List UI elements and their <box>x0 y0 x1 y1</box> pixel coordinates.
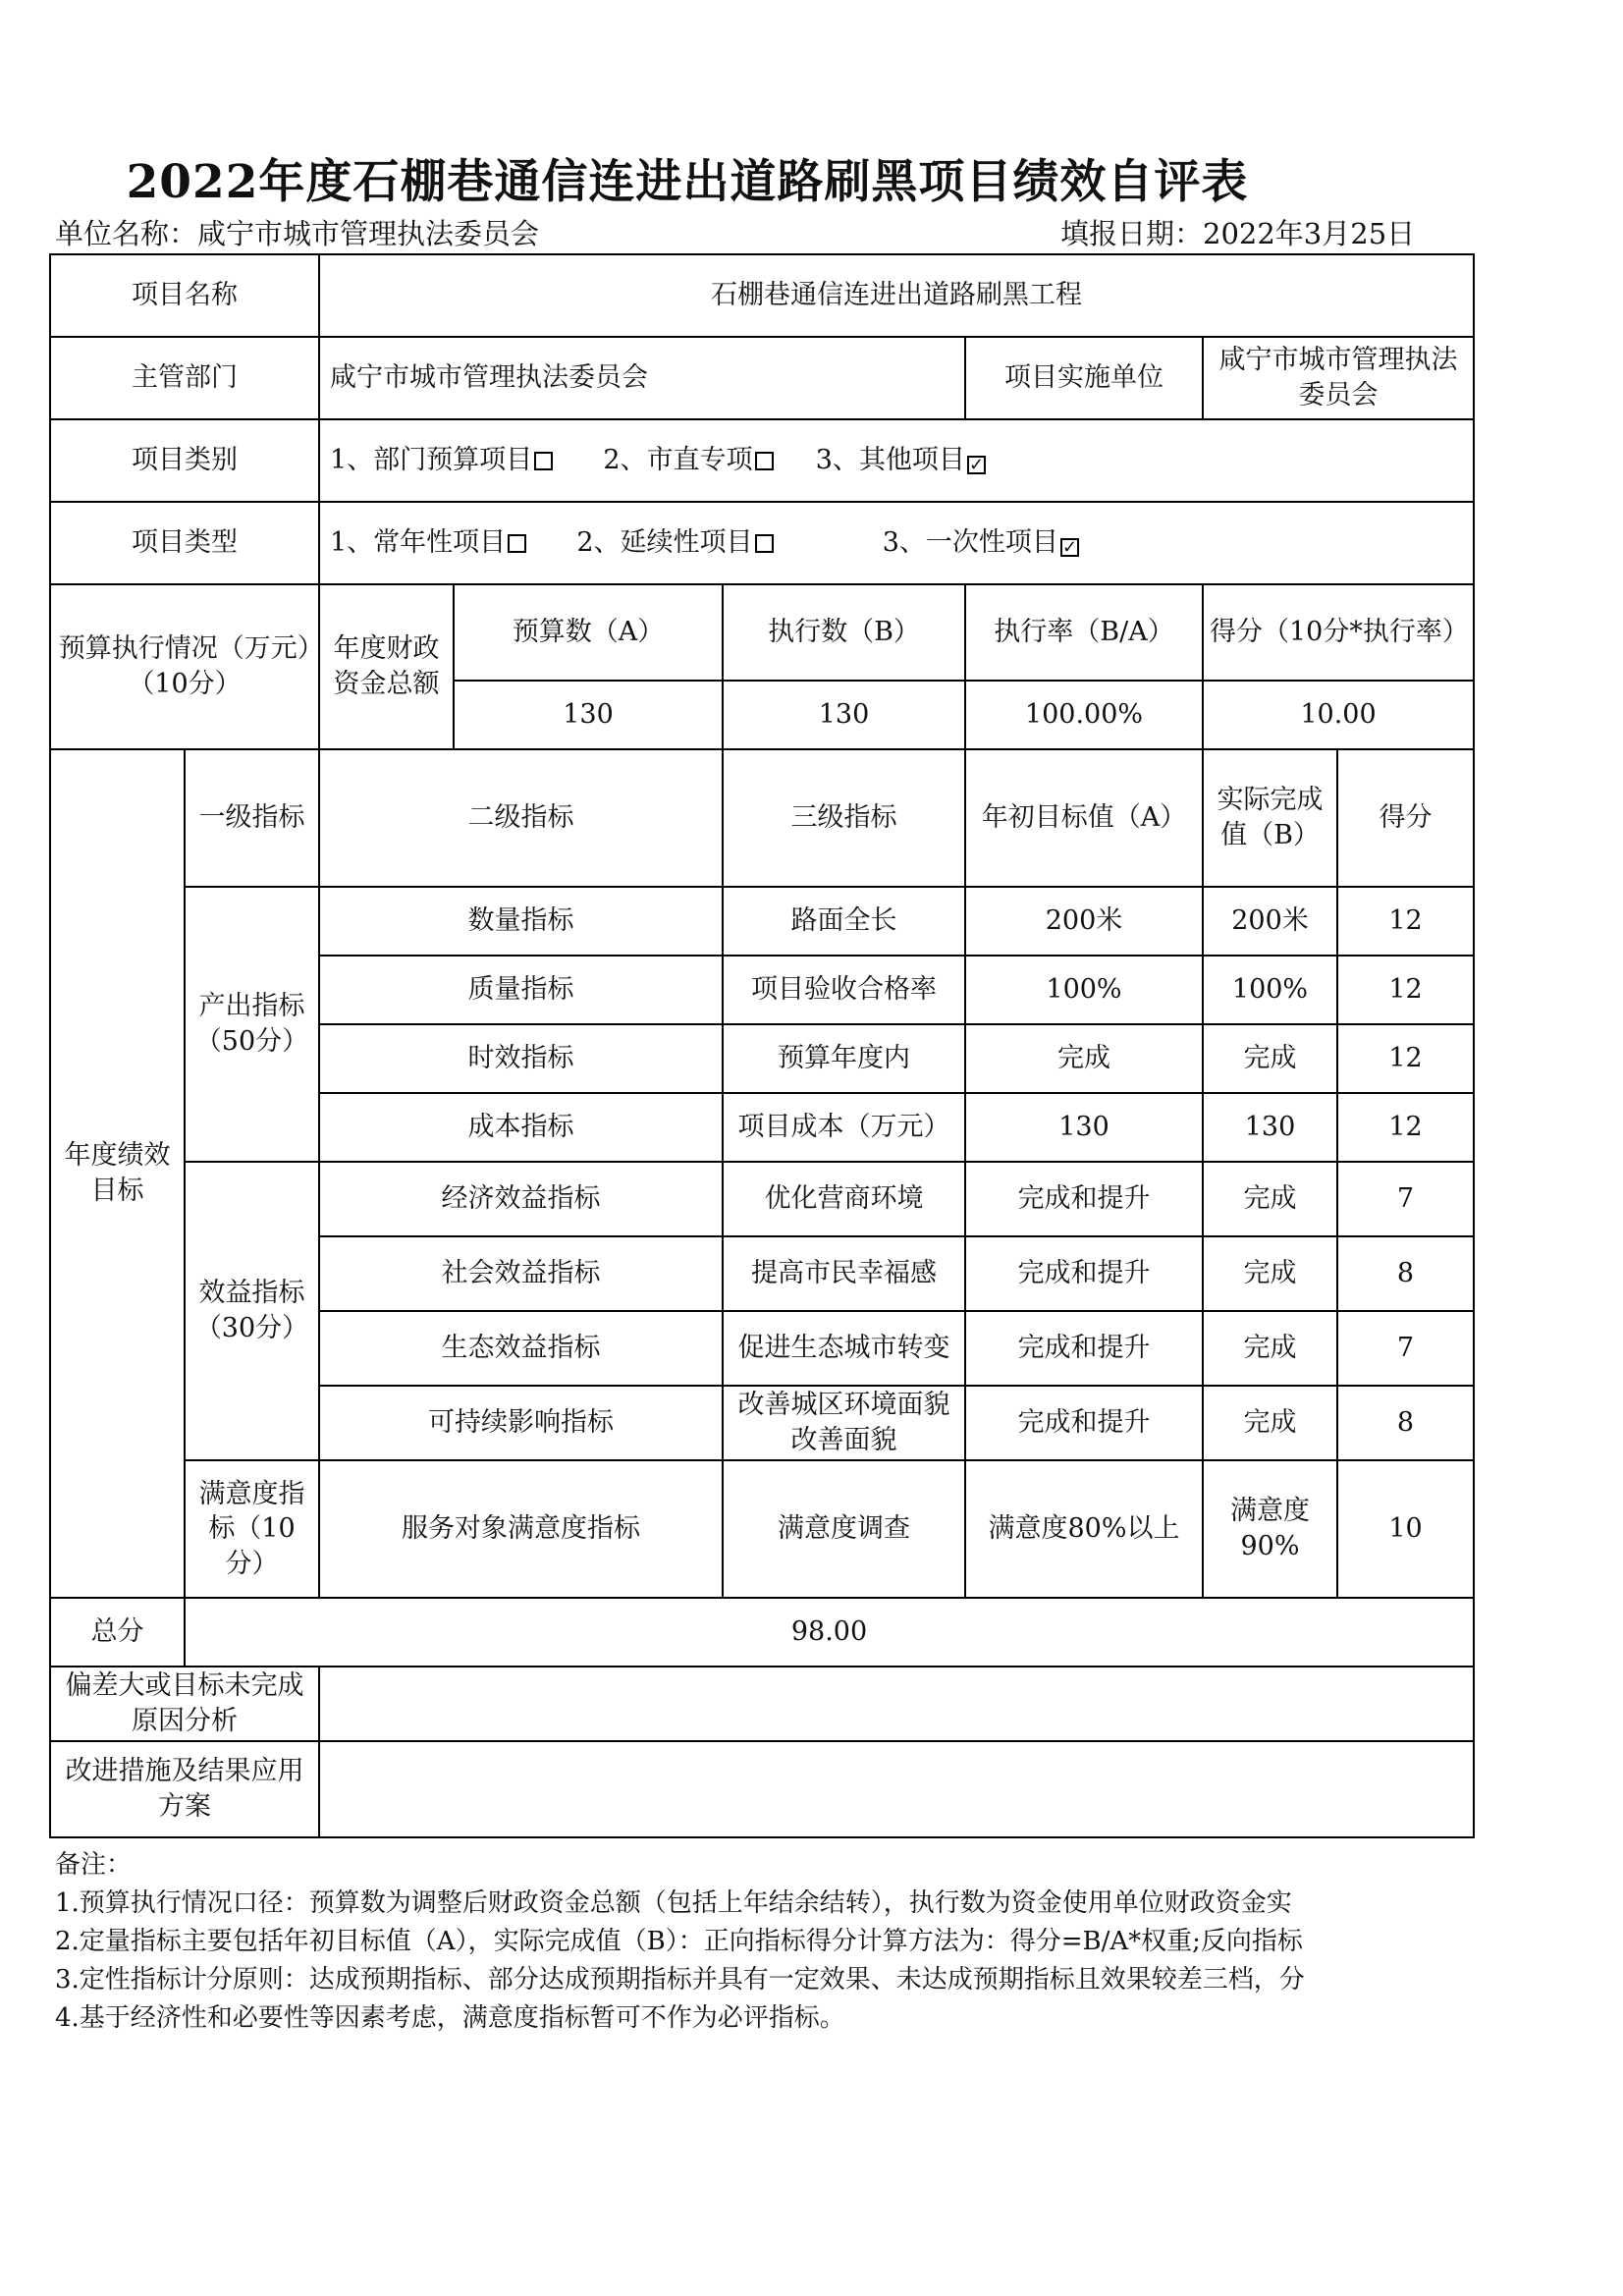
score-cell: 12 <box>1337 1024 1474 1093</box>
category-checkbox-2[interactable] <box>755 452 774 470</box>
rate-value: 100.00% <box>965 681 1203 749</box>
evaluation-table <box>49 253 1475 1838</box>
total-value: 98.00 <box>185 1598 1474 1667</box>
budget-score-value: 10.00 <box>1203 681 1474 749</box>
score-cell: 12 <box>1337 956 1474 1024</box>
level3-cell: 优化营商环境 <box>723 1162 965 1236</box>
target-cell: 完成和提升 <box>965 1311 1203 1386</box>
level2-cell: 数量指标 <box>319 887 723 956</box>
note-line: 1.预算执行情况口径：预算数为调整后财政资金总额（包括上年结余结转），执行数为资金使用单位财政资金实 <box>55 1888 1292 1918</box>
target-cell: 满意度80%以上 <box>965 1460 1203 1598</box>
actual-cell: 完成 <box>1203 1236 1337 1311</box>
level2-cell: 社会效益指标 <box>319 1236 723 1311</box>
notes <box>55 1846 1469 2038</box>
level3-header: 三级指标 <box>723 749 965 887</box>
score-cell: 8 <box>1337 1236 1474 1311</box>
category-checkbox-3[interactable]: ✓ <box>968 455 985 476</box>
improvement-value <box>319 1741 1474 1837</box>
satisfaction-indicator-label: 满意度指 标（10分） <box>185 1460 319 1598</box>
target-cell: 完成和提升 <box>965 1162 1203 1236</box>
type-option-2: 2、延续性项目 <box>576 527 777 558</box>
category-option-1: 1、部门预算项目 <box>330 445 557 475</box>
score-cell: 8 <box>1337 1386 1474 1460</box>
dept-value: 咸宁市城市管理执法委员会 <box>319 337 965 419</box>
actual-cell: 200米 <box>1203 887 1337 956</box>
score-cell: 12 <box>1337 887 1474 956</box>
actual-cell: 完成 <box>1203 1024 1337 1093</box>
target-cell: 完成和提升 <box>965 1236 1203 1311</box>
type-checkbox-2[interactable] <box>755 534 774 553</box>
target-cell: 完成 <box>965 1024 1203 1093</box>
indicator-score-header: 得分 <box>1337 749 1474 887</box>
row-project-name <box>50 254 1474 337</box>
note-line: 2.定量指标主要包括年初目标值（A），实际完成值（B）：正向指标得分计算方法为：得分=B/A*权重;反向指标 <box>55 1927 1303 1956</box>
note-line: 3.定性指标计分原则：达成预期指标、部分达成预期指标并具有一定效果、未达成预期指标且效果较差三档，分 <box>55 1965 1305 1995</box>
row-improvement <box>50 1741 1474 1837</box>
level3-cell: 改善城区环境面貌改善面貌 <box>723 1386 965 1460</box>
project-name-label: 项目名称 <box>50 254 319 337</box>
note-line: 4.基于经济性和必要性等因素考虑，满意度指标暂可不作为必评指标。 <box>55 2003 845 2033</box>
row-type <box>50 502 1474 584</box>
type-checkbox-1[interactable] <box>508 534 526 553</box>
row-category <box>50 419 1474 502</box>
type-option-1: 1、常年性项目 <box>330 527 530 558</box>
type-checkbox-3[interactable]: ✓ <box>1061 537 1078 559</box>
target-cell: 100% <box>965 956 1203 1024</box>
page-title: 2022年度石棚巷通信连进出道路刷黑项目绩效自评表 <box>126 155 1249 209</box>
row-deviation <box>50 1667 1474 1741</box>
table-row <box>50 1460 1474 1598</box>
budget-value: 130 <box>454 681 723 749</box>
level2-cell: 生态效益指标 <box>319 1311 723 1386</box>
level3-cell: 路面全长 <box>723 887 965 956</box>
target-cell: 200米 <box>965 887 1203 956</box>
score-cell: 7 <box>1337 1162 1474 1236</box>
row-total <box>50 1598 1474 1667</box>
table-row <box>50 887 1474 956</box>
actual-cell: 130 <box>1203 1093 1337 1162</box>
level2-cell: 服务对象满意度指标 <box>319 1460 723 1598</box>
actual-cell: 完成 <box>1203 1386 1337 1460</box>
level3-cell: 预算年度内 <box>723 1024 965 1093</box>
table-row <box>50 1162 1474 1236</box>
row-budget-header <box>50 584 1474 681</box>
level3-cell: 满意度调查 <box>723 1460 965 1598</box>
target-cell: 130 <box>965 1093 1203 1162</box>
category-option-2: 2、市直专项 <box>603 445 777 475</box>
row-department <box>50 337 1474 419</box>
actual-cell: 100% <box>1203 956 1337 1024</box>
target-header: 年初目标值（A） <box>965 749 1203 887</box>
row-perf-header <box>50 749 1474 887</box>
level1-header: 一级指标 <box>185 749 319 887</box>
level3-cell: 项目成本（万元） <box>723 1093 965 1162</box>
output-indicator-label: 产出指标（50分） <box>185 887 319 1162</box>
score-cell: 10 <box>1337 1460 1474 1598</box>
score-cell: 12 <box>1337 1093 1474 1162</box>
type-option-3: 3、一次性项目 ✓ <box>882 527 1078 559</box>
fund-total-label: 年度财政资金总额 <box>319 584 454 749</box>
level2-header: 二级指标 <box>319 749 723 887</box>
level2-cell: 可持续影响指标 <box>319 1386 723 1460</box>
actual-cell: 完成 <box>1203 1162 1337 1236</box>
note-line: 备注： <box>55 1850 133 1880</box>
impl-unit-value: 咸宁市城市管理执法委员会 <box>1203 337 1474 419</box>
impl-unit-label: 项目实施单位 <box>965 337 1203 419</box>
actual-cell: 完成 <box>1203 1311 1337 1386</box>
unit-name-line: 单位名称：咸宁市城市管理执法委员会 <box>55 217 540 250</box>
total-label: 总分 <box>50 1598 185 1667</box>
project-name-value: 石棚巷通信连进出道路刷黑工程 <box>319 254 1474 337</box>
level2-cell: 经济效益指标 <box>319 1162 723 1236</box>
target-cell: 完成和提升 <box>965 1386 1203 1460</box>
level2-cell: 成本指标 <box>319 1093 723 1162</box>
benefit-indicator-label: 效益指标（30分） <box>185 1162 319 1460</box>
actual-header: 实际完成值（B） <box>1203 749 1337 887</box>
improvement-label: 改进措施及结果应用方案 <box>50 1741 319 1837</box>
deviation-label: 偏差大或目标未完成原因分析 <box>50 1667 319 1741</box>
exec-value: 130 <box>723 681 965 749</box>
deviation-value <box>319 1667 1474 1741</box>
actual-cell: 满意度90% <box>1203 1460 1337 1598</box>
level3-cell: 提高市民幸福感 <box>723 1236 965 1311</box>
level3-cell: 促进生态城市转变 <box>723 1311 965 1386</box>
score-cell: 7 <box>1337 1311 1474 1386</box>
type-label: 项目类型 <box>50 502 319 584</box>
budget-header: 预算数（A） <box>454 584 723 681</box>
type-options <box>319 502 1474 584</box>
level2-cell: 质量指标 <box>319 956 723 1024</box>
report-date-line: 填报日期：2022年3月25日 <box>1060 217 1416 250</box>
rate-header: 执行率（B/A） <box>965 584 1203 681</box>
category-label: 项目类别 <box>50 419 319 502</box>
perf-group-label: 年度绩效目标 <box>50 749 185 1598</box>
score-header: 得分（10分*执行率） <box>1203 584 1474 681</box>
budget-label: 预算执行情况（万元）（10分） <box>50 584 319 749</box>
category-options <box>319 419 1474 502</box>
category-checkbox-1[interactable] <box>534 452 553 470</box>
exec-header: 执行数（B） <box>723 584 965 681</box>
dept-label: 主管部门 <box>50 337 319 419</box>
category-option-3: 3、其他项目 ✓ <box>815 445 985 476</box>
level2-cell: 时效指标 <box>319 1024 723 1093</box>
level3-cell: 项目验收合格率 <box>723 956 965 1024</box>
